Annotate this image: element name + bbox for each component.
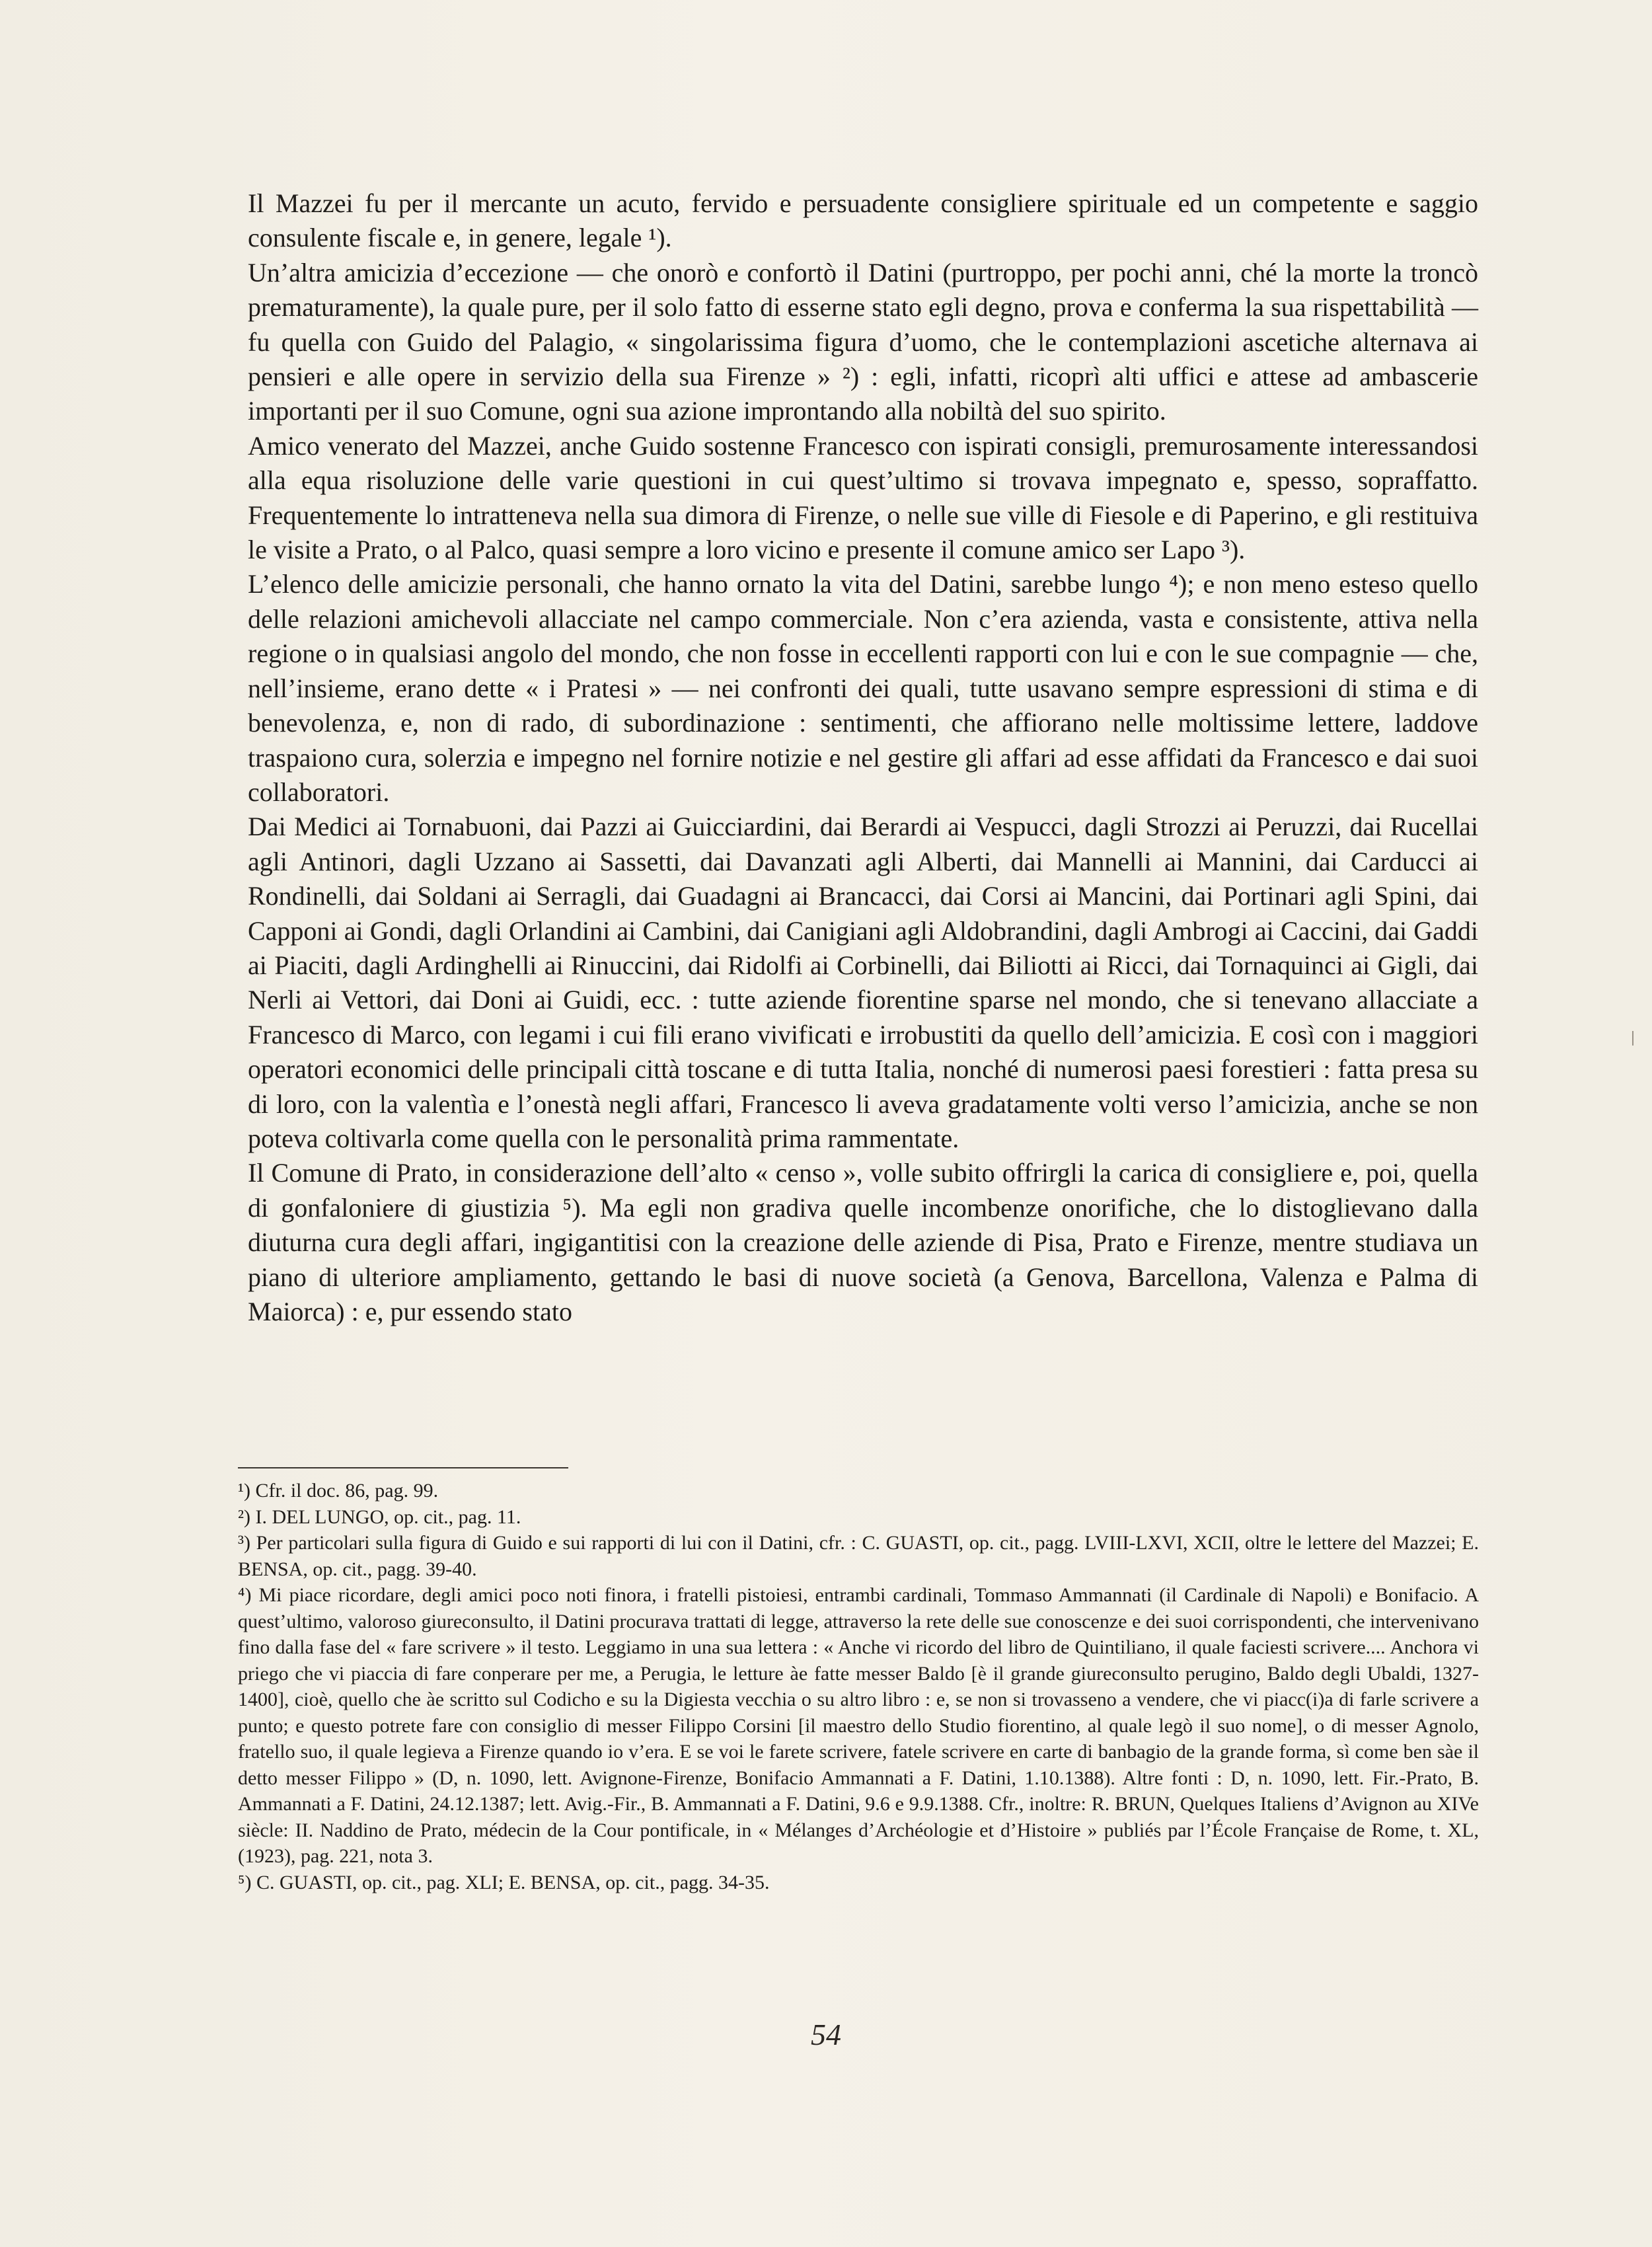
paragraph-2: Un’altra amicizia d’eccezione — che onorò e confortò il Datini (purtroppo, per pochi anni, ché la morte la troncò prematuramente), la quale pure, per il solo fatto di esserne stato egli degno, prova e conferma la sua rispettabilità — fu quella con Guido del Palagio, « singolarissima figura d’uomo, che le contemplazioni ascetiche alternava ai pensieri e alle opere in servizio della sua Firenze » ²) : egli, infatti, ricoprì alti uffici e attese ad ambascerie importanti per il suo Comune, ogni sua azione improntando alla nobiltà del suo spirito. bbox=[248, 257, 1478, 426]
paragraph-1: Il Mazzei fu per il mercante un acuto, fervido e persuadente consigliere spirituale ed un competente e saggio consulente fiscale e, in genere, legale ¹). bbox=[248, 188, 1478, 253]
footnote-2: ²) I. DEL LUNGO, op. cit., pag. 11. bbox=[238, 1505, 521, 1528]
footnote-4: ⁴) Mi piace ricordare, degli amici poco noti finora, i fratelli pistoiesi, entrambi cardinali, Tommaso Ammannati (il Cardinale di Napoli) e Bonifacio. A quest’ultimo, valoroso giureconsulto, il Datini procurava trattati di legge, attraverso la rete delle sue conoscenze e dei suoi corrispondenti, che intervenivano fino dalla fase del « fare scrivere » il testo. Leggiamo in una sua lettera : « Anche vi ricordo del libro de Quintiliano, il quale faciesti scrivere.... Anchora vi priego che vi piaccia di fare conperare per me, a Perugia, le letture àe fatte messer Baldo [è il grande giureconsulto perugino, Baldo degli Ubaldi, 1327-1400], cioè, quello che àe scritto sul Codicho e su la Digiesta vecchia o su altro libro : e, se non si trovasseno a vendere, che vi piacc(i)a di farle scrivere a punto; e questo potrete fare con consiglio di messer Filippo Corsini [il maestro dello Studio fiorentino, al quale legò il suo nome], o di messer Agnolo, fratello suo, il quale legieva a Firenze quando io v’era. E se voi le farete scrivere, fatele scrivere en carte di banbagio de la grande forma, sì come ben sàe il detto messer Filippo » (D, n. 1090, lett. Avignone-Firenze, Bonifacio Ammannati a F. Datini, 1.10.1388). Altre fonti : D, n. 1090, lett. Fir.-Prato, B. Ammannati a F. Datini, 24.12.1387; lett. Avig.-Fir., B. Ammannati a F. Datini, 9.6 e 9.9.1388. Cfr., inoltre: R. BRUN, Quelques Italiens d’Avignon au XIVe siècle: II. Naddino de Prato, médecin de la Cour pontificale, in « Mélanges d’Archéologie et d’Histoire » publiés par l’École Française de Rome, t. XL, (1923), pag. 221, nota 3. bbox=[238, 1584, 1479, 1867]
paragraph-3: Amico venerato del Mazzei, anche Guido sostenne Francesco con ispirati consigli, premurosamente interessandosi alla equa risoluzione delle varie questioni in cui quest’ultimo si trovava impegnato e, spesso, sopraffatto. Frequentemente lo intratteneva nella sua dimora di Firenze, o nelle sue ville di Fiesole e di Paperino, e gli restituiva le visite a Prato, o al Palco, quasi sempre a loro vicino e presente il comune amico ser Lapo ³). bbox=[248, 430, 1478, 565]
footnote-3: ³) Per particolari sulla figura di Guido e sui rapporti di lui con il Datini, cfr. : C. GUASTI, op. cit., pagg. LVIII-LXVI, XCII, oltre le lettere del Mazzei; E. BENSA, op. cit., pagg. 39-40. bbox=[238, 1532, 1479, 1580]
footnotes bbox=[238, 1478, 1479, 1895]
footnote-separator bbox=[238, 1467, 568, 1468]
footnote-5: ⁵) C. GUASTI, op. cit., pag. XLI; E. BENSA, op. cit., pagg. 34-35. bbox=[238, 1871, 770, 1893]
paragraph-4: L’elenco delle amicizie personali, che hanno ornato la vita del Datini, sarebbe lungo ⁴); e non meno esteso quello delle relazioni amichevoli allacciate nel campo commerciale. Non c’era azienda, vasta e consistente, attiva nella regione o in qualsiasi angolo del mondo, che non fosse in eccellenti rapporti con lui e con le sue compagnie — che, nell’insieme, erano dette « i Pratesi » — nei confronti dei quali, tutte usavano sempre espressioni di stima e di benevolenza, e, non di rado, di subordinazione : sentimenti, che affiorano nelle moltissime lettere, laddove traspaiono cura, solerzia e impegno nel fornire notizie e nel gestire gli affari ad esse affidati da Francesco e dai suoi collaboratori. bbox=[248, 569, 1478, 807]
page-number: 54 bbox=[811, 2018, 841, 2051]
main-text bbox=[248, 186, 1478, 1329]
paper-edge-mark bbox=[1632, 1031, 1633, 1046]
footnote-1: ¹) Cfr. il doc. 86, pag. 99. bbox=[238, 1480, 439, 1502]
paragraph-5: Dai Medici ai Tornabuoni, dai Pazzi ai Guicciardini, dai Berardi ai Vespucci, dagli Strozzi ai Peruzzi, dai Rucellai agli Antinori, dagli Uzzano ai Sassetti, dai Davanzati agli Alberti, dai Mannelli ai Mannini, dai Carducci ai Rondinelli, dai Soldani ai Serragli, dai Guadagni ai Brancacci, dai Corsi ai Mancini, dai Portinari agli Spini, dai Capponi ai Gondi, dagli Orlandini ai Cambini, dai Canigiani agli Aldobrandini, dagli Ambrogi ai Caccini, dai Gaddi ai Piaciti, dagli Ardinghelli ai Rinuccini, dai Ridolfi ai Corbinelli, dai Biliotti ai Ricci, dai Tornaquinci ai Gigli, dai Nerli ai Vettori, dai Doni ai Guidi, ecc. : tutte aziende fiorentine sparse nel mondo, che si tenevano allacciate a Francesco di Marco, con legami i cui fili erano vivificati e irrobustiti da quello dell’amicizia. E così con i maggiori operatori economici delle principali città toscane e di tutta Italia, nonché di numerosi paesi forestieri : fatta presa su di loro, con la valentìa e l’onestà negli affari, Francesco li aveva gradatamente volti verso l’amicizia, anche se non poteva coltivarla come quella con le personalità prima rammentate. bbox=[248, 812, 1478, 1153]
paragraph-6: Il Comune di Prato, in considerazione dell’alto « censo », volle subito offrirgli la carica di consigliere e, poi, quella di gonfaloniere di giustizia ⁵). Ma egli non gradiva quelle incombenze onorifiche, che lo distoglievano dalla diuturna cura degli affari, ingigantitisi con la creazione delle aziende di Pisa, Prato e Firenze, mentre studiava un piano di ulteriore ampliamento, gettando le basi di nuove società (a Genova, Barcellona, Valenza e Palma di Maiorca) : e, pur essendo stato bbox=[248, 1158, 1478, 1326]
